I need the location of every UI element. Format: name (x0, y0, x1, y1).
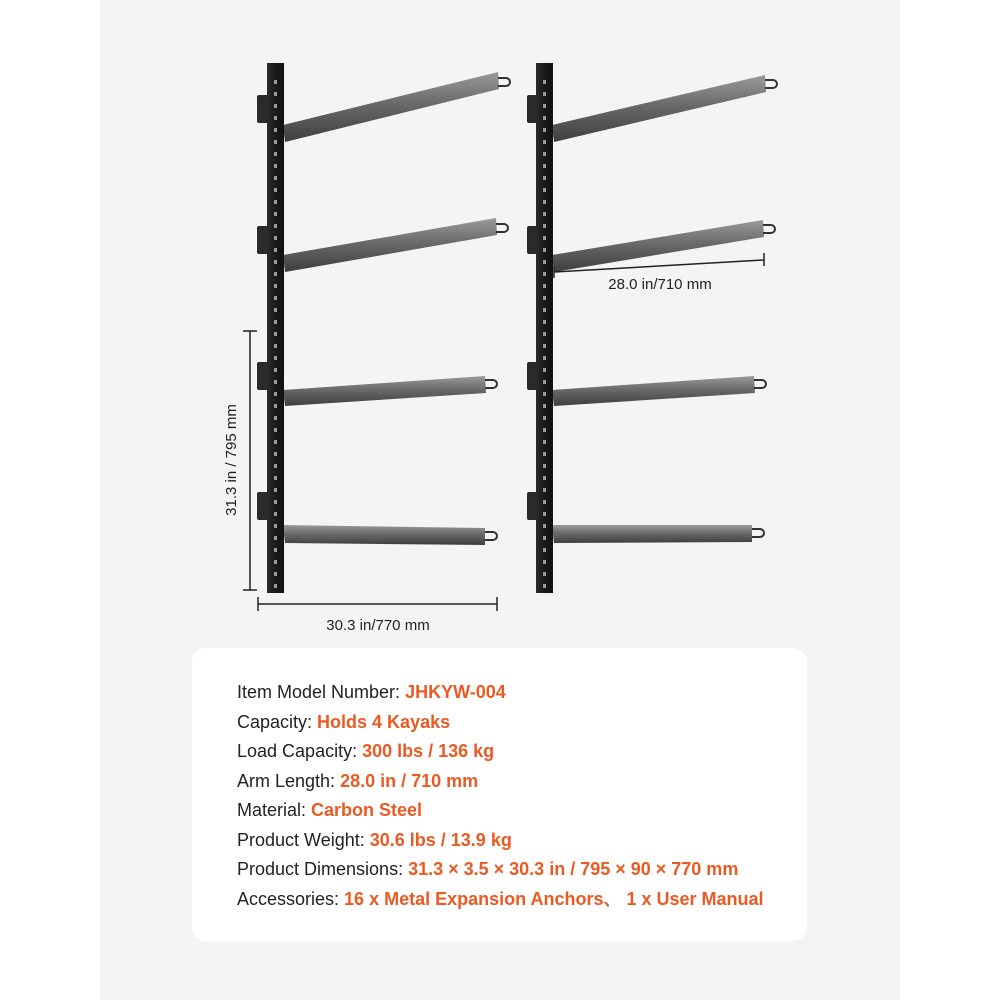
post-hole (543, 128, 546, 132)
post-hole (543, 80, 546, 84)
hook-icon (754, 380, 766, 388)
post-hole (274, 560, 277, 564)
hook-icon (752, 529, 764, 537)
post-hole (274, 284, 277, 288)
post-hole (543, 500, 546, 504)
post-hole (274, 452, 277, 456)
post-hole (543, 512, 546, 516)
hook-icon (485, 532, 497, 540)
post-hole (543, 188, 546, 192)
post-hole (274, 464, 277, 468)
post-hole (543, 248, 546, 252)
post-hole (274, 428, 277, 432)
height-dimension (243, 331, 257, 590)
post-hole (543, 104, 546, 108)
arm-4-right (552, 525, 752, 543)
spec-model (237, 678, 764, 708)
spec-arm-length (237, 767, 764, 797)
post-hole (274, 80, 277, 84)
post-hole (274, 116, 277, 120)
post-hole (274, 92, 277, 96)
arm-1-left (283, 72, 499, 142)
right-rack (527, 63, 777, 593)
post-hole (274, 272, 277, 276)
post-hole (543, 200, 546, 204)
post-hole (274, 320, 277, 324)
post-hole (274, 380, 277, 384)
spec-weight (237, 826, 764, 856)
spec-value: 28.0 in / 710 mm (340, 770, 479, 791)
post-hole (543, 380, 546, 384)
spec-label: Arm Length: (237, 770, 341, 791)
post-hole (274, 344, 277, 348)
post-hole (274, 500, 277, 504)
post-hole (543, 296, 546, 300)
post-hole (543, 536, 546, 540)
post-hole (274, 524, 277, 528)
post-hole (274, 176, 277, 180)
spec-label: Accessories: (237, 888, 345, 909)
post-hole (274, 140, 277, 144)
post-hole (274, 104, 277, 108)
post-hole (543, 212, 546, 216)
arm-length-label: 28.0 in/710 mm (608, 276, 712, 293)
hook-icon (496, 224, 508, 232)
hook-icon (765, 80, 777, 88)
spec-value: 30.6 lbs / 13.9 kg (369, 829, 512, 850)
post-hole (274, 584, 277, 588)
spec-material (237, 796, 764, 826)
post-hole (274, 368, 277, 372)
arm-1-right (552, 75, 766, 142)
spec-value: 31.3 × 3.5 × 30.3 in / 795 × 90 × 770 mm (408, 859, 739, 879)
post-hole (543, 464, 546, 468)
post-hole (274, 548, 277, 552)
post-hole (543, 260, 546, 264)
post-hole (543, 524, 546, 528)
post-hole (274, 440, 277, 444)
post-hole (274, 332, 277, 336)
post-hole (274, 308, 277, 312)
post-hole (274, 188, 277, 192)
post-hole (274, 248, 277, 252)
spec-value: 300 lbs / 136 kg (362, 741, 495, 761)
left-rack (257, 63, 510, 593)
post-hole (274, 212, 277, 216)
post-hole (543, 392, 546, 396)
spec-value: Holds 4 Kayaks (317, 711, 451, 732)
post-hole (543, 368, 546, 372)
post-hole (274, 404, 277, 408)
spec-label: Product Dimensions: (237, 859, 409, 879)
spec-list (237, 678, 764, 914)
post-hole (274, 416, 277, 420)
post-hole (543, 308, 546, 312)
post-hole (274, 536, 277, 540)
post-hole (543, 404, 546, 408)
post-hole (543, 452, 546, 456)
hook-icon (763, 225, 775, 233)
post-hole (543, 560, 546, 564)
post-hole (274, 260, 277, 264)
post-hole (543, 428, 546, 432)
spec-load-capacity (237, 737, 764, 767)
arm-3-left (283, 376, 486, 406)
spec-label: Load Capacity: (237, 741, 363, 761)
post-hole (274, 164, 277, 168)
spec-label: Material: (237, 800, 312, 820)
post-hole (274, 296, 277, 300)
spec-dimensions (237, 855, 764, 885)
spec-label: Product Weight: (237, 829, 370, 850)
post-hole (543, 488, 546, 492)
width-label: 30.3 in/770 mm (326, 617, 430, 634)
post-hole (543, 176, 546, 180)
post-hole (274, 128, 277, 132)
hook-icon (498, 78, 510, 86)
post-hole (274, 572, 277, 576)
post-hole (274, 200, 277, 204)
post-hole (543, 320, 546, 324)
post-hole (543, 356, 546, 360)
post-hole (543, 92, 546, 96)
spec-capacity (237, 708, 764, 738)
post-hole (543, 572, 546, 576)
post-hole (543, 272, 546, 276)
spec-label: Item Model Number: (237, 682, 406, 702)
post-hole (274, 512, 277, 516)
spec-card (192, 648, 807, 941)
post-hole (543, 140, 546, 144)
spec-value: JHKYW-004 (405, 682, 506, 702)
arm-3-right (552, 376, 755, 406)
post-hole (543, 164, 546, 168)
post-hole (543, 116, 546, 120)
post-hole (543, 548, 546, 552)
post-hole (274, 236, 277, 240)
post-hole (274, 392, 277, 396)
post-hole (543, 440, 546, 444)
post-hole (543, 476, 546, 480)
post-hole (274, 476, 277, 480)
post-hole (274, 488, 277, 492)
spec-value: Carbon Steel (311, 800, 423, 820)
post-hole (543, 224, 546, 228)
arm-2-right (552, 220, 764, 272)
post-hole (543, 152, 546, 156)
hook-icon (485, 380, 497, 388)
spec-accessories (237, 885, 764, 915)
post-hole (543, 236, 546, 240)
post-hole (274, 152, 277, 156)
width-dimension (258, 597, 497, 611)
post-hole (543, 284, 546, 288)
post-hole (543, 332, 546, 336)
spec-label: Capacity: (237, 711, 318, 732)
arm-4-left (283, 525, 485, 545)
arm-2-left (283, 218, 497, 272)
post-hole (543, 344, 546, 348)
post-hole (274, 224, 277, 228)
post-hole (543, 416, 546, 420)
spec-value: 16 x Metal Expansion Anchors、 1 x User Manual (344, 888, 764, 909)
post-hole (274, 356, 277, 360)
post-hole (543, 584, 546, 588)
height-label: 31.3 in / 795 mm (223, 404, 240, 516)
